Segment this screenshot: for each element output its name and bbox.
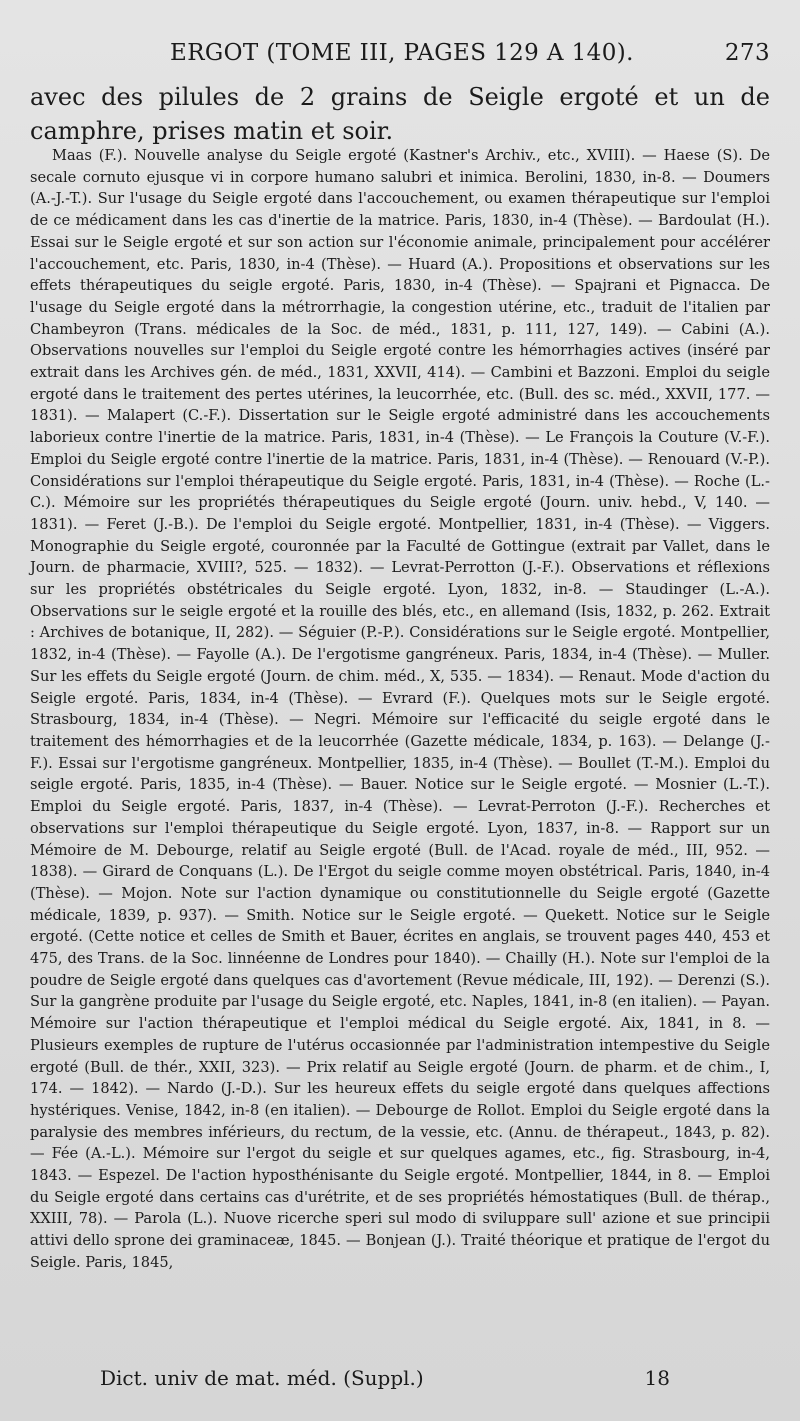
lead-paragraph [30, 80, 770, 148]
page-footer [100, 1366, 670, 1396]
header-title: ERGOT (TOME III, PAGES 129 A 140). [170, 40, 634, 66]
lead-text: avec des pilules de 2 grains de Seigle ergoté et un de camphre, prises matin et soir. [30, 83, 770, 145]
footer-signature: Dict. univ de mat. méd. (Suppl.) [100, 1366, 424, 1390]
signature-number: 18 [644, 1366, 670, 1390]
bibliography-text: Maas (F.). Nouvelle analyse du Seigle ergoté (Kastner's Archiv., etc., XVIII). — Haese (S). De secale cornuto ejusque vi in corpore humano salubri et inimica. Berolini, 1830, in-8. — Doumers (A.-J.-T.). Sur l'usage du Seigle ergoté dans l'accouchement, ou examen thérapeutique sur l'emploi de ce médicament dans les cas d'inertie de la matrice. Paris, 1830, in-4 (Thèse). — Bardoulat (H.). Essai sur le Seigle ergoté et sur son action sur l'économie animale, principalement pour accélérer l'accouchement, etc. Paris, 1830, in-4 (Thèse). — Huard (A.). Propositions et observations sur les effets thérapeutiques du seigle ergoté. Paris, 1830, in-4 (Thèse). — Spajrani et Pignacca. De l'usage du Seigle ergoté dans la métrorrhagie, la congestion utérine, etc., traduit de l'italien par Chambeyron (Trans. médicales de la Soc. de méd., 1831, p. 111, 127, 149). — Cabini (A.). Observations nouvelles sur l'emploi du Seigle ergoté contre les hémorrhagies actives (inséré par extrait dans les Archives gén. de méd., 1831, XXVII, 414). — Cambini et Bazzoni. Emploi du seigle ergoté dans le traitement des pertes utérines, la leucorrhée, etc. (Bull. des sc. méd., XXVII, 177. — 1831). — Malapert (C.-F.). Dissertation sur le Seigle ergoté administré dans les accouchements laborieux contre l'inertie de la matrice. Paris, 1831, in-4 (Thèse). — Le François la Couture (V.-F.). Emploi du Seigle ergoté contre l'inertie de la matrice. Paris, 1831, in-4 (Thèse). — Renouard (V.-P.). Considérations sur l'emploi thérapeutique du Seigle ergoté. Paris, 1831, in-4 (Thèse). — Roche (L.-C.). Mémoire sur les propriétés thérapeutiques du Seigle ergoté (Journ. univ. hebd., V, 140. — 1831). — Feret (J.-B.). De l'emploi du Seigle ergoté. Montpellier, 1831, in-4 (Thèse). — Viggers. Monographie du Seigle ergoté, couronnée par la Faculté de Gottingue (extrait par Vallet, dans le Journ. de pharmacie, XVIII?, 525. — 1832). — Levrat-Perrotton (J.-F.). Observations et réflexions sur les propriétés obstétricales du Seigle ergoté. Lyon, 1832, in-8. — Staudinger (L.-A.). Observations sur le seigle ergoté et la rouille des blés, etc., en allemand (Isis, 1832, p. 262. Extrait : Archives de botanique, II, 282). — Séguier (P.-P.). Considérations sur le Seigle ergoté. Montpellier, 1832, in-4 (Thèse). — Fayolle (A.). De l'ergotisme gangréneux. Paris, 1834, in-4 (Thèse). — Muller. Sur les effets du Seigle ergoté (Journ. de chim. méd., X, 535. — 1834). — Renaut. Mode d'action du Seigle ergoté. Paris, 1834, in-4 (Thèse). — Evrard (F.). Quelques mots sur le Seigle ergoté. Strasbourg, 1834, in-4 (Thèse). — Negri. Mémoire sur l'efficacité du seigle ergoté dans le traitement des hémorrhagies et de la leucorrhée (Gazette médicale, 1834, p. 163). — Delange (J.-F.). Essai sur l'ergotisme gangréneux. Montpellier, 1835, in-4 (Thèse). — Boullet (T.-M.). Emploi du seigle ergoté. Paris, 1835, in-4 (Thèse). — Bauer. Notice sur le Seigle ergoté. — Mosnier (L.-T.). Emploi du Seigle ergoté. Paris, 1837, in-4 (Thèse). — Levrat-Perroton (J.-F.). Recherches et observations sur l'emploi thérapeutique du Seigle ergoté. Lyon, 1837, in-8. — Rapport sur un Mémoire de M. Debourge, relatif au Seigle ergoté (Bull. de l'Acad. royale de méd., III, 952. — 1838). — Girard de Conquans (L.). De l'Ergot du seigle comme moyen obstétrical. Paris, 1840, in-4 (Thèse). — Mojon. Note sur l'action dynamique ou constitutionnelle du Seigle ergoté (Gazette médicale, 1839, p. 937). — Smith. Notice sur le Seigle ergoté. — Quekett. Notice sur le Seigle ergoté. (Cette notice et celles de Smith et Bauer, écrites en anglais, se trouvent pages 440, 453 et 475, des Trans. de la Soc. linnéenne de Londres pour 1840). — Chailly (H.). Note sur l'emploi de la poudre de Seigle ergoté dans quelques cas d'avortement (Revue médicale, III, 192). — Derenzi (S.). Sur la gangrène produite par l'usage du Seigle ergoté, etc. Naples, 1841, in-8 (en italien). — Payan. Mémoire sur l'action thérapeutique et l'emploi médical du Seigle ergoté. Aix, 1841, in 8. — Plusieurs exemples de rupture de l'utérus occasionnée par l'administration intempestive du Seigle ergoté (Bull. de thér., XXII, 323). — Prix relatif au Seigle ergoté (Journ. de pharm. et de chim., I, 174. — 1842). — Nardo (J.-D.). Sur les heureux effets du seigle ergoté dans quelques affections hystériques. Venise, 1842, in-8 (en italien). — Debourge de Rollot. Emploi du Seigle ergoté dans la paralysie des membres inférieurs, du rectum, de la vessie, etc. (Annu. de thérapeut., 1843, p. 82). — Fée (A.-L.). Mémoire sur l'ergot du seigle et sur quelques agames, etc., fig. Strasbourg, in-4, 1843. — Espezel. De l'action hyposthénisante du Seigle ergoté. Montpellier, 1844, in 8. — Emploi du Seigle ergoté dans certains cas d'urétrite, et de ses propriétés hémostatiques (Bull. de thérap., XXIII, 78). — Parola (L.). Nuove ricerche speri sul modo di sviluppare sull' azione et sue principii attivi dello sprone dei graminaceæ, 1845. — Bonjean (J.). Traité théorique et pratique de l'ergot du Seigle. Paris, 1845, [30, 147, 770, 1271]
running-header [170, 40, 770, 76]
page-number: 273 [724, 40, 770, 66]
bibliography-block [30, 145, 770, 1274]
